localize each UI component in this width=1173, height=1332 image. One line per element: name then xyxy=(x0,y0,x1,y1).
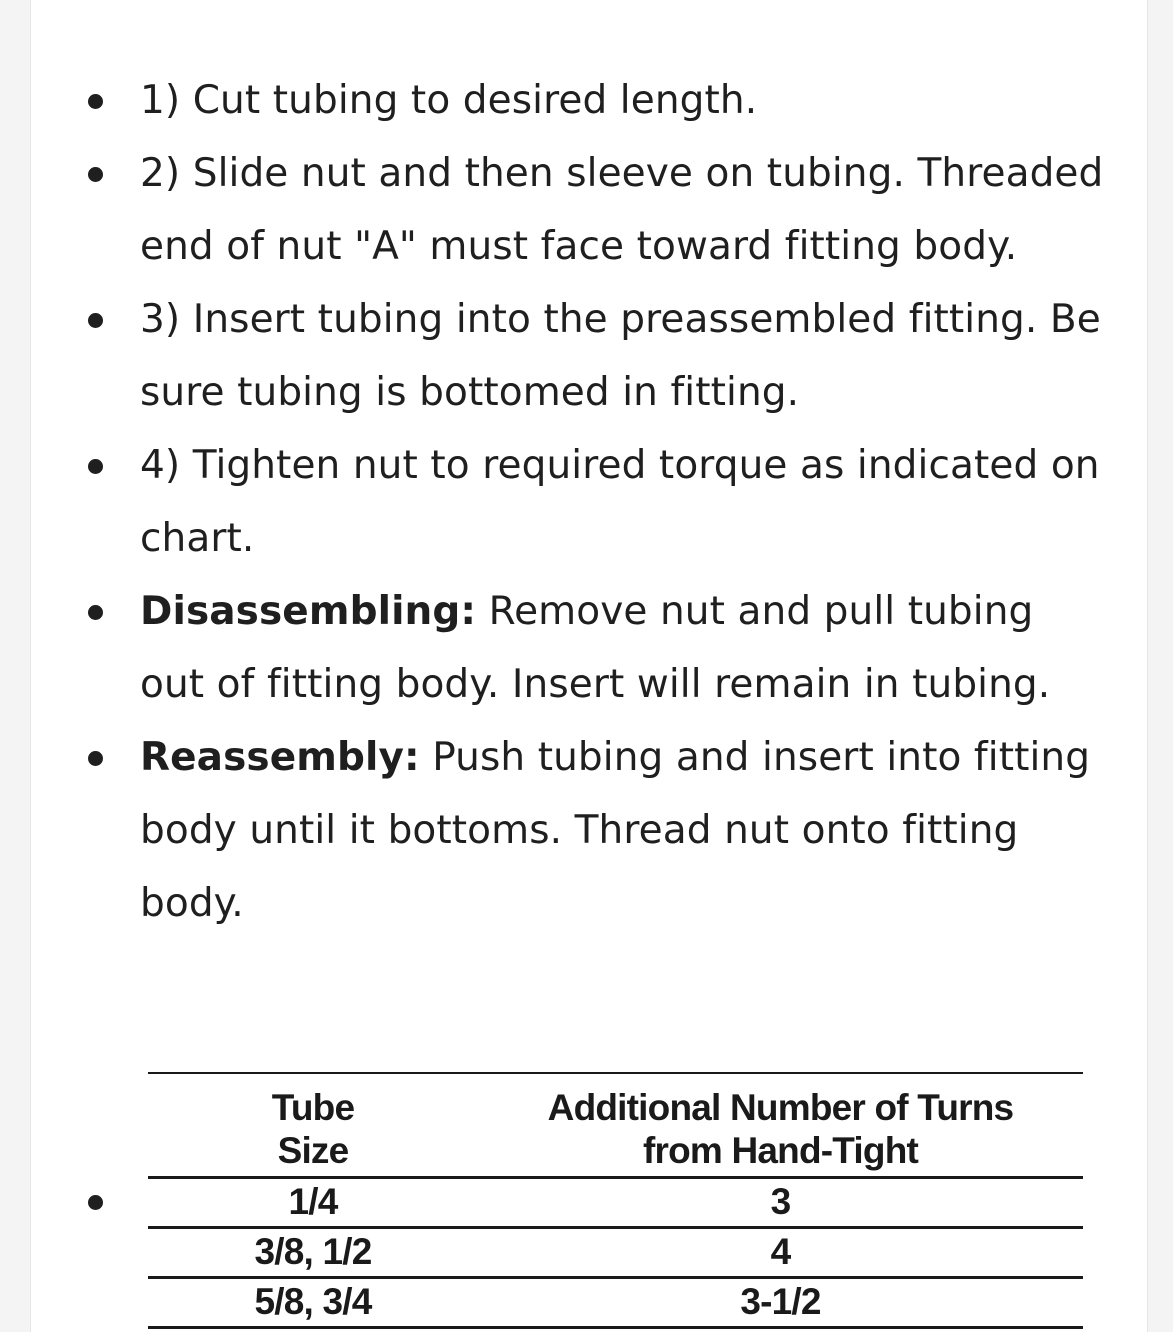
step-text: 1) Cut tubing to desired length. xyxy=(140,78,758,123)
table-row xyxy=(148,1228,1083,1278)
list-item xyxy=(31,64,1147,137)
instruction-list xyxy=(31,64,1147,940)
bullet-icon xyxy=(88,94,103,109)
header-tube-size-line1: Tube xyxy=(271,1087,355,1128)
list-item xyxy=(31,721,1147,940)
list-item xyxy=(31,575,1147,721)
step-text: 4) Tighten nut to required torque as indicated on chart. xyxy=(140,443,1100,561)
header-tube-size-line2: Size xyxy=(277,1130,349,1171)
cell-tube-size: 5/8, 3/4 xyxy=(254,1281,372,1322)
step-text: Remove nut and pull tubing out of fitting body. Insert will remain in tubing. xyxy=(140,589,1051,707)
bullet-icon xyxy=(88,313,103,328)
list-item xyxy=(31,429,1147,575)
step-bold-label: Disassembling: xyxy=(140,589,477,634)
cell-turns: 3 xyxy=(770,1181,791,1222)
list-item xyxy=(31,137,1147,283)
bullet-icon xyxy=(88,1195,103,1210)
cell-tube-size: 1/4 xyxy=(288,1181,338,1222)
list-item-table xyxy=(31,1072,1147,1332)
header-tube-size xyxy=(148,1073,478,1178)
list-item xyxy=(31,283,1147,429)
turns-table xyxy=(148,1072,1083,1329)
bullet-icon xyxy=(88,459,103,474)
cell-turns: 3-1/2 xyxy=(740,1281,821,1322)
step-bold-label: Reassembly: xyxy=(140,735,420,780)
step-text: 3) Insert tubing into the preassembled fitting. Be sure tubing is bottomed in fitting. xyxy=(140,297,1101,415)
step-text: Push tubing and insert into fitting body until it bottoms. Thread nut onto fitting body. xyxy=(140,735,1091,926)
table-row xyxy=(148,1178,1083,1228)
bullet-icon xyxy=(88,751,103,766)
header-turns-line1: Additional Number of Turns xyxy=(547,1087,1014,1128)
step-text: 2) Slide nut and then sleeve on tubing. Threaded end of nut "A" must face toward fitting body. xyxy=(140,151,1104,269)
table-header-row xyxy=(148,1073,1083,1178)
header-turns xyxy=(478,1073,1083,1178)
cell-tube-size: 3/8, 1/2 xyxy=(254,1231,372,1272)
table-row xyxy=(148,1278,1083,1328)
content-card xyxy=(30,0,1148,1332)
bullet-icon xyxy=(88,605,103,620)
cell-turns: 4 xyxy=(770,1231,791,1272)
header-turns-line2: from Hand-Tight xyxy=(642,1130,919,1171)
bullet-icon xyxy=(88,167,103,182)
